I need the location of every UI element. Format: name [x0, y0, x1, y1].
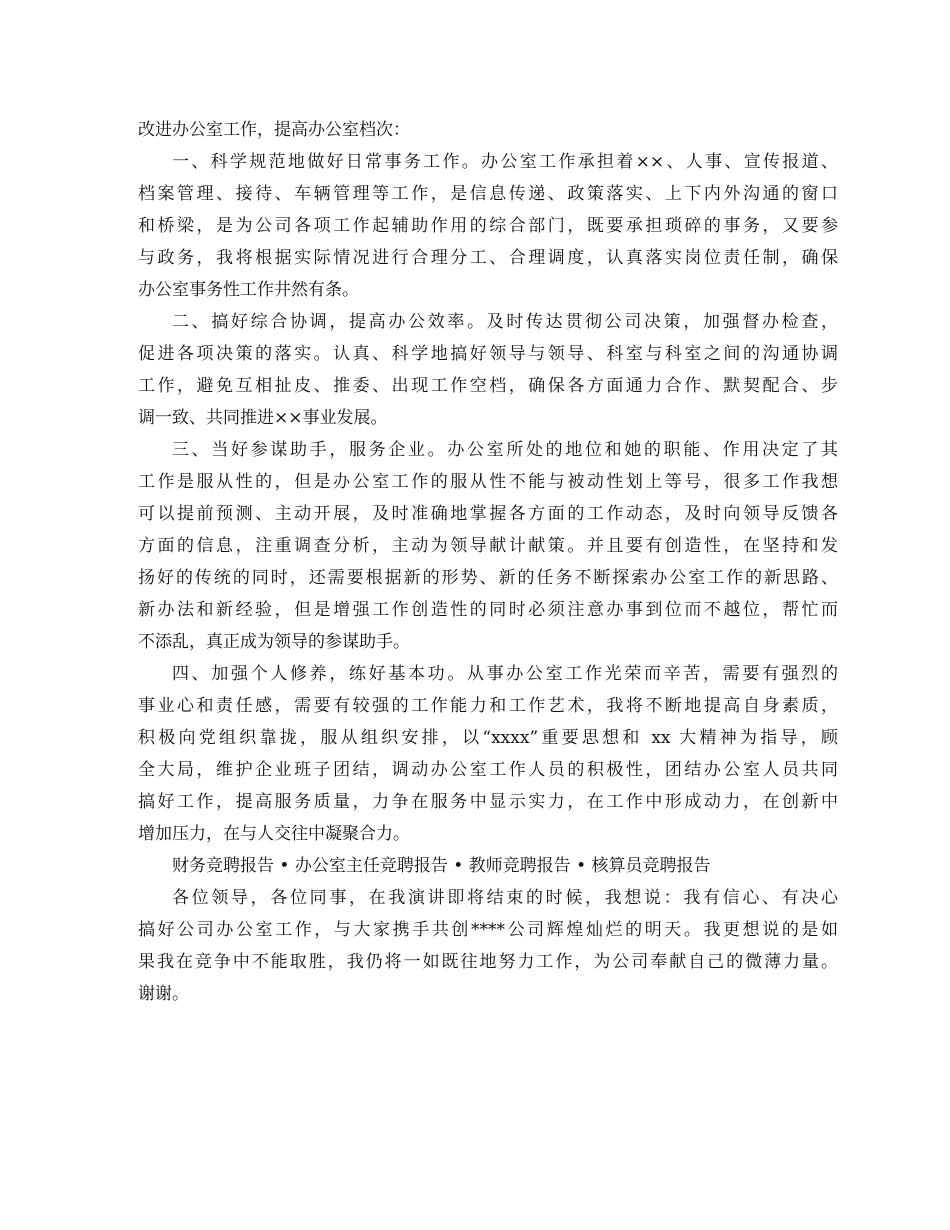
text-line: 财务竞聘报告 • 办公室主任竞聘报告 • 教师竞聘报告 • 核算员竞聘报告 — [172, 856, 711, 876]
document-body — [138, 114, 838, 1010]
text-line: 办公室事务性工作井然有条。 — [138, 280, 359, 300]
text-line: 一、科学规范地做好日常事务工作。办公室工作承担着××、人事、宣传报道、 — [172, 152, 838, 172]
text-line: 工作是服从性的，但是办公室工作的服从性不能与被动性划上等号，很多工作我想 — [138, 472, 838, 492]
text-line: 方面的信息，注重调查分析，主动为领导献计献策。并且要有创造性，在坚持和发 — [138, 536, 838, 556]
text-line: 四、加强个人修养，练好基本功。从事办公室工作光荣而辛苦，需要有强烈的 — [172, 664, 838, 684]
text-line: 促进各项决策的落实。认真、科学地搞好领导与领导、科室与科室之间的沟通协调 — [138, 344, 838, 364]
text-line: 新办法和新经验，但是增强工作创造性的同时必须注意办事到位而不越位，帮忙而 — [138, 600, 838, 620]
text-line: 可以提前预测、主动开展，及时准确地掌握各方面的工作动态，及时向领导反馈各 — [138, 504, 838, 524]
text-line: 改进办公室工作，提高办公室档次： — [138, 120, 410, 140]
text-line: 二、搞好综合协调，提高办公效率。及时传达贯彻公司决策，加强督办检查， — [172, 312, 838, 332]
text-line: 全大局，维护企业班子团结，调动办公室工作人员的积极性，团结办公室人员共同 — [138, 760, 838, 780]
text-line: 扬好的传统的同时，还需要根据新的形势、新的任务不断探索办公室工作的新思路、 — [138, 568, 838, 588]
text-line: 增加压力，在与人交往中凝聚合力。 — [138, 824, 410, 844]
text-line: 和桥梁，是为公司各项工作起辅助作用的综合部门，既要承担琐碎的事务，又要参 — [138, 216, 838, 236]
text-line: 各位领导，各位同事，在我演讲即将结束的时候，我想说：我有信心、有决心 — [172, 888, 838, 908]
text-line: 积极向党组织靠拢，服从组织安排，以“xxxx”重要思想和 xx 大精神为指导，顾 — [138, 728, 838, 748]
text-line: 档案管理、接待、车辆管理等工作，是信息传递、政策落实、上下内外沟通的窗口 — [138, 184, 838, 204]
text-line: 不添乱，真正成为领导的参谋助手。 — [138, 632, 410, 652]
text-line: 调一致、共同推进××事业发展。 — [138, 408, 388, 428]
text-line: 事业心和责任感，需要有较强的工作能力和工作艺术，我将不断地提高自身素质， — [138, 696, 838, 716]
text-line: 谢谢。 — [138, 984, 189, 1004]
text-line: 搞好工作，提高服务质量，力争在服务中显示实力，在工作中形成动力，在创新中 — [138, 792, 838, 812]
text-line: 搞好公司办公室工作，与大家携手共创****公司辉煌灿烂的明天。我更想说的是如 — [138, 920, 838, 940]
text-line: 工作，避免互相扯皮、推委、出现工作空档，确保各方面通力合作、默契配合、步 — [138, 376, 838, 396]
text-line: 果我在竞争中不能取胜，我仍将一如既往地努力工作，为公司奉献自己的微薄力量。 — [138, 952, 838, 972]
text-line: 与政务，我将根据实际情况进行合理分工、合理调度，认真落实岗位责任制，确保 — [138, 248, 838, 268]
text-line: 三、当好参谋助手，服务企业。办公室所处的地位和她的职能、作用决定了其 — [172, 440, 838, 460]
